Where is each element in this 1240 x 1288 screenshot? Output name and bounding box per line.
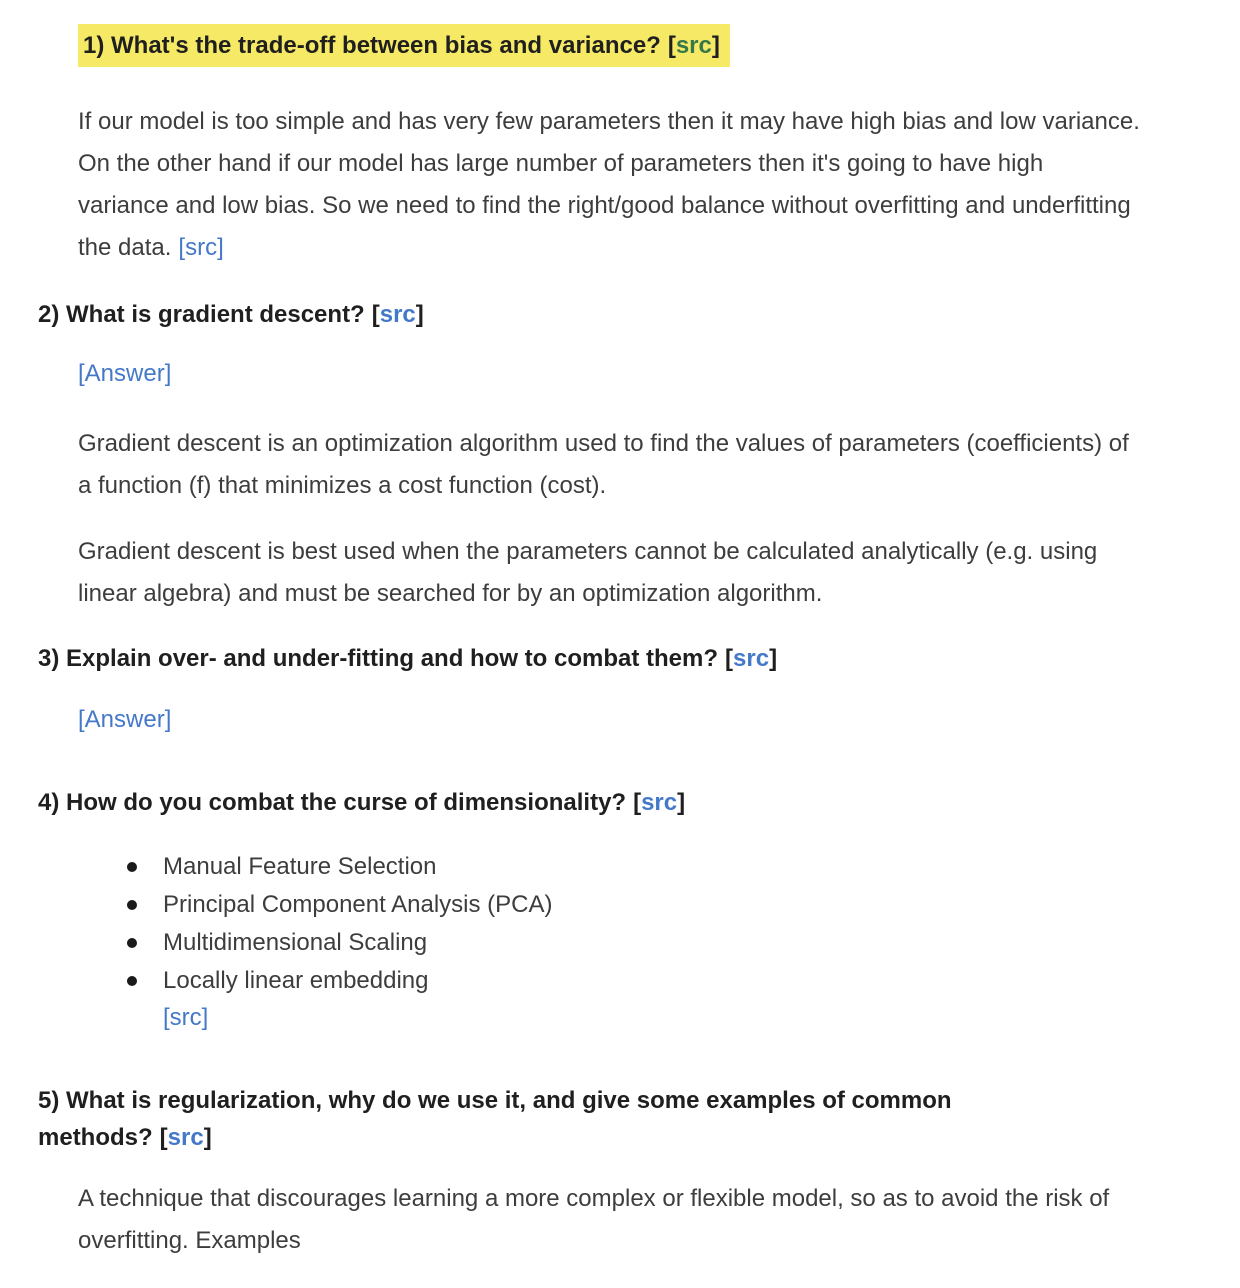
question-5-answer-paragraph: [78, 1178, 1140, 1262]
question-3-heading-text: 3) Explain over- and under-fitting and how to combat them?: [38, 645, 719, 672]
question-1-paragraph-src-link[interactable]: [src]: [178, 234, 224, 261]
question-5-src-link[interactable]: [160, 1124, 212, 1151]
list-item: [163, 924, 1180, 962]
question-2-heading-text: 2) What is gradient descent?: [38, 301, 365, 328]
src-bracket-open: [: [667, 32, 676, 59]
question-2-answer-text-2: Gradient descent is best used when the parameters cannot be calculated analytically (e.g. using linear algebra) and must be searched for by an optimization algorithm.: [78, 538, 1098, 607]
src-bracket-open: [: [633, 789, 642, 816]
question-1-answer-text: If our model is too simple and has very few parameters then it may have high bias and low variance. On the other hand if our model has large number of parameters then it's going to have high variance and low bias. So we need to find the right/good balance without overfitting and underfitting the data.: [78, 108, 1140, 261]
src-bracket-close: ]: [769, 645, 778, 672]
question-4-heading-text: 4) How do you combat the curse of dimensionality?: [38, 789, 627, 816]
question-5-heading: [38, 1082, 1180, 1156]
list-item: [163, 962, 1180, 1000]
question-1-src-link[interactable]: [668, 32, 720, 59]
src-bracket-close: ]: [711, 32, 720, 59]
question-4-list-src-link[interactable]: [src]: [163, 1004, 209, 1031]
list-item-text: Multidimensional Scaling: [163, 929, 428, 956]
question-2-answer-link-row: [38, 358, 1180, 389]
src-link-text: src: [379, 301, 416, 328]
question-2-answer-paragraph-1: [78, 423, 1140, 507]
dimensionality-methods-list: [163, 848, 1180, 1000]
src-bracket-close: ]: [677, 789, 686, 816]
src-bracket-open: [: [725, 645, 734, 672]
question-4-list-src-row: [163, 1000, 1180, 1036]
question-4-src-link[interactable]: [633, 789, 685, 816]
question-3-heading: [38, 643, 1180, 674]
question-1-heading: [78, 24, 730, 67]
question-5-heading-line-1: 5) What is regularization, why do we use it, and give some examples of common: [38, 1087, 952, 1114]
question-1-heading-row: [78, 24, 1180, 67]
list-item-text: Principal Component Analysis (PCA): [163, 891, 553, 918]
question-3-answer-link-row: [38, 704, 1180, 735]
src-bracket-open: [: [159, 1124, 168, 1151]
src-link-text: src: [167, 1124, 204, 1151]
question-5-answer-text: A technique that discourages learning a more complex or flexible model, so as to avoid the risk of overfitting. Examples: [78, 1185, 1110, 1254]
list-item-text: Manual Feature Selection: [163, 853, 437, 880]
src-link-text: src: [733, 645, 770, 672]
src-link-text: src: [641, 789, 678, 816]
question-2-heading: [38, 299, 1180, 330]
list-item: [163, 848, 1180, 886]
src-bracket-open: [: [371, 301, 380, 328]
src-link-text: src: [675, 32, 712, 59]
src-bracket-close: ]: [203, 1124, 212, 1151]
question-3-answer-link[interactable]: [Answer]: [78, 706, 172, 733]
question-5-heading-line-2: methods?: [38, 1124, 153, 1151]
list-item: [163, 886, 1180, 924]
question-2-src-link[interactable]: [372, 301, 424, 328]
src-bracket-close: ]: [415, 301, 424, 328]
question-1-heading-text: 1) What's the trade-off between bias and variance?: [83, 32, 661, 59]
question-2-answer-text-1: Gradient descent is an optimization algorithm used to find the values of parameters (coefficients) of a function (f) that minimizes a cost function (cost).: [78, 430, 1129, 499]
question-4-heading: [38, 787, 1180, 818]
question-3-src-link[interactable]: [725, 645, 777, 672]
list-item-text: Locally linear embedding: [163, 967, 429, 994]
question-2-answer-link[interactable]: [Answer]: [78, 360, 172, 387]
question-1-answer-paragraph: [78, 101, 1140, 269]
question-2-answer-paragraph-2: [78, 531, 1140, 615]
